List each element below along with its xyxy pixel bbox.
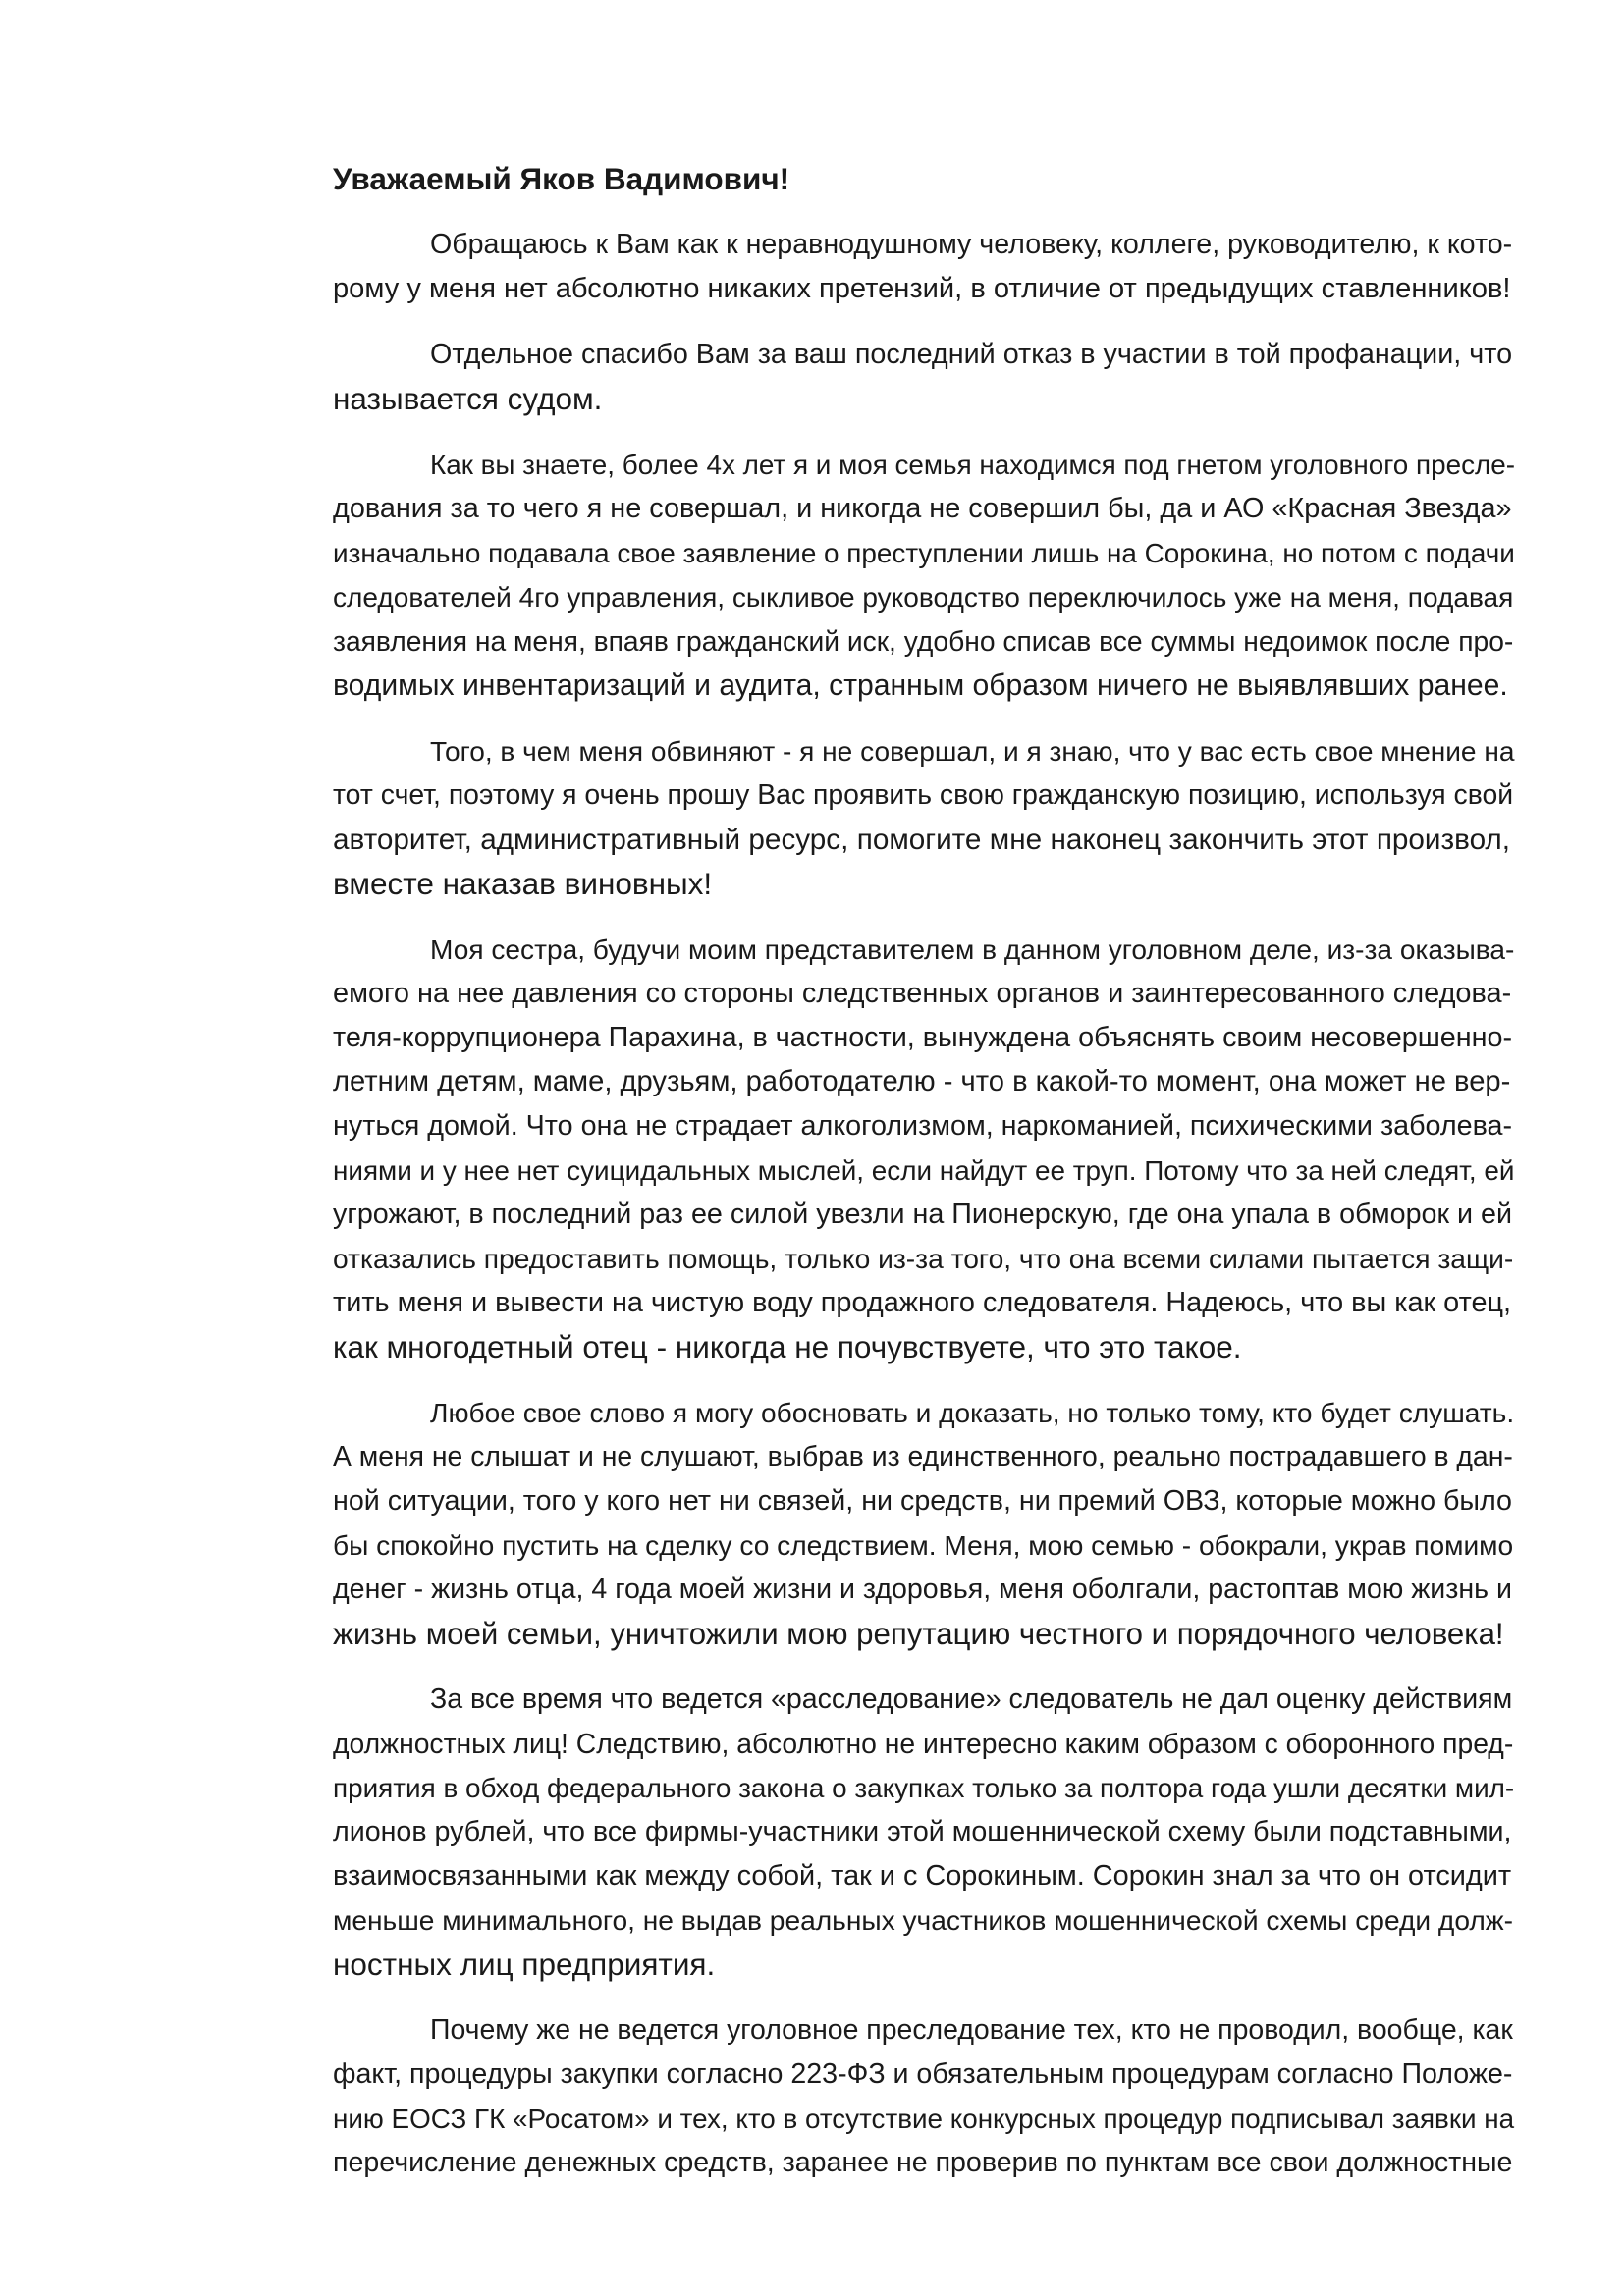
text-line: дования за то чего я не совершал, и никогда не совершил бы, да и АО «Красная Звезда»: [333, 493, 1512, 524]
text-line: лионов рублей, что все фирмы-участники этой мошеннической схему были подставными,: [333, 1816, 1512, 1847]
text-line: должностных лиц! Следствию, абсолютно не интересно каким образом с оборонного пред-: [333, 1728, 1514, 1759]
text-line: Любое свое слово я могу обосновать и доказать, но только тому, кто будет слушать.: [430, 1398, 1515, 1428]
paragraph-5: [236, 928, 1515, 1369]
text-line: рому у меня нет абсолютно никаких претензий, в отличие от предыдущих ставленников!: [333, 273, 1511, 304]
text-line: заявления на меня, впаяв гражданский иск, удобно списав все суммы недоимок после про-: [333, 625, 1514, 657]
text-line: теля-коррупционера Парахина, в частности, вынуждена объяснять своим несовершенно-: [333, 1022, 1513, 1053]
text-line: Обращаюсь к Вам как к неравнодушному человеку, коллеге, руководителю, к кото-: [430, 229, 1513, 260]
paragraph-2: [236, 333, 1513, 421]
salutation: Уважаемый Яков Вадимович!: [333, 161, 790, 196]
text-line: авторитет, административный ресурс, помогите мне наконец закончить этот произвол,: [333, 824, 1510, 856]
text-line: Того, в чем меня обвиняют - я не совершал, и я знаю, что у вас есть свое мнение на: [430, 736, 1515, 767]
text-line: летним детям, маме, друзьям, работодателю - что в какой-то момент, она может не вер-: [333, 1066, 1511, 1097]
text-line: тить меня и вывести на чистую воду продажного следователя. Надеюсь, что вы как отец,: [333, 1287, 1512, 1318]
text-line: как многодетный отец - никогда не почувствуете, что это такое.: [333, 1329, 1242, 1364]
paragraph-8: [236, 2008, 1515, 2185]
text-line: тот счет, поэтому я очень прошу Вас проявить свою гражданскую позицию, используя свой: [333, 779, 1514, 811]
paragraph-3: [236, 443, 1516, 708]
text-line: перечисление денежных средств, заранее не проверив по пунктам все свои должностные: [333, 2147, 1513, 2178]
text-line: Отдельное спасибо Вам за ваш последний отказ в участии в той профанации, что: [430, 339, 1513, 370]
text-line: угрожают, в последний раз ее силой увезли на Пионерскую, где она упала в обморок и ей: [333, 1199, 1513, 1230]
text-line: меньше минимального, не выдав реальных участников мошеннической схемы среди долж-: [333, 1905, 1513, 1936]
letter-page: [236, 157, 1516, 2207]
text-line: жизнь моей семьи, уничтожили мою репутацию честного и порядочного человека!: [333, 1617, 1504, 1651]
text-line: приятия в обход федерального закона о закупках только за полтора года ушли десятки мил-: [333, 1773, 1515, 1803]
text-line: ниями и у нее нет суицидальных мыслей, если найдут ее труп. Потому что за ней следят, ей: [333, 1155, 1515, 1186]
text-line: Моя сестра, будучи моим представителем в данном уголовном деле, из-за оказыва-: [430, 934, 1515, 965]
text-line: отказались предоставить помощь, только из-за того, что она всеми силами пытается защи-: [333, 1243, 1514, 1274]
text-line: емого на нее давления со стороны следственных органов и заинтересованного следова-: [333, 978, 1512, 1009]
paragraph-1: [236, 223, 1513, 311]
paragraph-7: [236, 1678, 1515, 1987]
text-line: водимых инвентаризаций и аудита, странным образом ничего не выявлявших ранее.: [333, 669, 1508, 702]
text-line: изначально подавала свое заявление о преступлении лишь на Сорокина, но потом с подачи: [333, 538, 1515, 568]
text-line: денег - жизнь отца, 4 года моей жизни и здоровья, меня оболгали, растоптав мою жизнь и: [333, 1574, 1512, 1605]
paragraph-4: [236, 729, 1515, 906]
text-line: нию ЕОСЗ ГК «Росатом» и тех, кто в отсутствие конкурсных процедур подписывал заявки на: [333, 2104, 1515, 2134]
text-line: ностных лиц предприятия.: [333, 1947, 716, 1982]
text-line: бы спокойно пустить на сделку со следствием. Меня, мою семью - обокрали, украв помимо: [333, 1530, 1514, 1561]
text-line: За все время что ведется «расследование» следователь не дал оценку действиям: [430, 1683, 1513, 1715]
text-line: факт, процедуры закупки согласно 223-ФЗ и обязательным процедурам согласно Положе-: [333, 2058, 1513, 2090]
text-line: А меня не слышат и не слушают, выбрав из единственного, реально пострадавшего в дан-: [333, 1441, 1513, 1472]
text-line: называется судом.: [333, 381, 603, 416]
text-line: следователей 4го управления, сыкливое руководство переключилось уже на меня, подавая: [333, 582, 1514, 613]
text-line: вместе наказав виновных!: [333, 866, 713, 901]
text-line: взаимосвязанными как между собой, так и с Сорокиным. Сорокин знал за что он отсидит: [333, 1860, 1512, 1892]
text-line: Как вы знаете, более 4х лет я и моя семья находимся под гнетом уголовного пресле-: [430, 450, 1516, 480]
paragraph-6: [236, 1391, 1515, 1656]
text-line: Почему же не ведется уголовное преследование тех, кто не проводил, вообще, как: [430, 2014, 1513, 2046]
text-line: нуться домой. Что она не страдает алкоголизмом, наркоманией, психическими заболева-: [333, 1110, 1513, 1142]
text-line: ной ситуации, того у кого нет ни связей, ни средств, ни премий ОВЗ, которые можно было: [333, 1485, 1512, 1517]
